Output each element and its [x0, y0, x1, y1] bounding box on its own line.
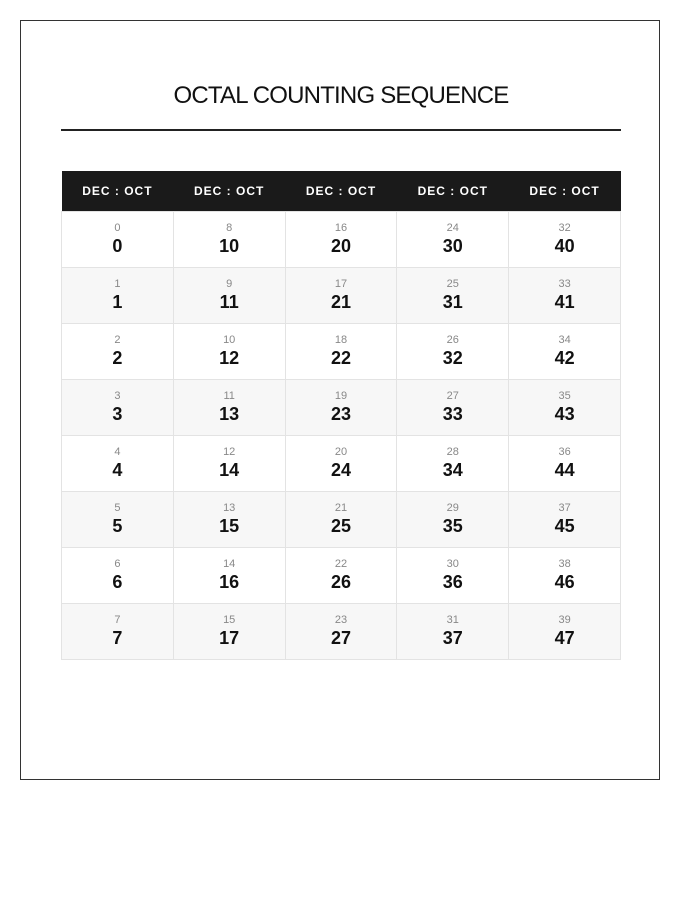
decimal-value: 6: [114, 558, 121, 570]
table-cell: [285, 492, 397, 548]
table-cell: [285, 268, 397, 324]
decimal-value: 29: [446, 502, 459, 514]
table-cell: [509, 436, 621, 492]
octal-value: 31: [442, 292, 463, 312]
octal-value: 23: [330, 404, 351, 424]
decimal-value: 15: [223, 614, 236, 626]
table-cell: [173, 436, 285, 492]
octal-value: 2: [112, 348, 123, 368]
table-row: [62, 212, 621, 268]
header-row: [62, 171, 621, 212]
decimal-value: 36: [558, 446, 571, 458]
table-row: [62, 492, 621, 548]
table-cell: [173, 604, 285, 660]
decimal-value: 12: [223, 446, 236, 458]
decimal-value: 24: [446, 222, 459, 234]
table-cell: [62, 548, 174, 604]
octal-value: 6: [112, 572, 123, 592]
column-header: DEC : OCT: [62, 171, 174, 212]
octal-value: 26: [330, 572, 351, 592]
decimal-value: 23: [334, 614, 348, 626]
column-header: DEC : OCT: [397, 171, 509, 212]
table-cell: [509, 380, 621, 436]
table-cell: [62, 212, 174, 268]
table-cell: [62, 324, 174, 380]
octal-value: 20: [330, 236, 351, 256]
octal-value: 10: [219, 236, 240, 256]
decimal-value: 19: [334, 390, 348, 402]
table-row: [62, 268, 621, 324]
octal-value: 14: [219, 460, 240, 480]
page-title: OCTAL COUNTING SEQUENCE: [173, 82, 509, 109]
decimal-value: 17: [334, 278, 348, 290]
decimal-value: 28: [446, 446, 459, 458]
table-cell: [62, 604, 174, 660]
octal-value: 35: [442, 516, 463, 536]
decimal-value: 37: [558, 502, 571, 514]
decimal-value: 25: [446, 278, 459, 290]
octal-value: 45: [554, 516, 575, 536]
table-cell: [285, 604, 397, 660]
octal-value: 43: [554, 404, 575, 424]
table-cell: [285, 380, 397, 436]
table-cell: [285, 212, 397, 268]
octal-value: 0: [112, 236, 123, 256]
octal-table: [61, 171, 621, 660]
decimal-value: 33: [558, 278, 571, 290]
octal-value: 22: [330, 348, 351, 368]
decimal-value: 3: [114, 390, 121, 402]
decimal-value: 8: [226, 222, 233, 234]
decimal-value: 7: [114, 614, 121, 626]
decimal-value: 27: [446, 390, 459, 402]
table-cell: [173, 380, 285, 436]
decimal-value: 18: [334, 334, 348, 346]
decimal-value: 10: [223, 334, 236, 346]
table-cell: [173, 268, 285, 324]
table-row: [62, 324, 621, 380]
octal-value: 5: [112, 516, 123, 536]
decimal-value: 38: [558, 558, 571, 570]
table-cell: [397, 212, 509, 268]
table-cell: [285, 436, 397, 492]
column-header: DEC : OCT: [173, 171, 285, 212]
table-cell: [397, 268, 509, 324]
octal-value: 47: [554, 628, 575, 648]
column-header: DEC : OCT: [509, 171, 621, 212]
table-cell: [397, 324, 509, 380]
octal-value: 7: [112, 628, 123, 648]
table-row: [62, 604, 621, 660]
table-cell: [509, 212, 621, 268]
title-divider: [61, 129, 621, 131]
table-header: [62, 171, 621, 212]
table-cell: [509, 604, 621, 660]
octal-value: 32: [442, 348, 463, 368]
octal-value: 12: [219, 348, 240, 368]
column-header: DEC : OCT: [285, 171, 397, 212]
octal-value: 25: [330, 516, 351, 536]
decimal-value: 32: [558, 222, 571, 234]
decimal-value: 26: [446, 334, 459, 346]
decimal-value: 35: [558, 390, 571, 402]
decimal-value: 13: [223, 502, 236, 514]
table-cell: [397, 436, 509, 492]
octal-value: 37: [442, 628, 463, 648]
octal-value: 15: [219, 516, 240, 536]
table-cell: [285, 324, 397, 380]
table-cell: [173, 492, 285, 548]
table-cell: [173, 324, 285, 380]
decimal-value: 16: [334, 222, 348, 234]
octal-value: 27: [330, 628, 351, 648]
table-cell: [62, 492, 174, 548]
table-cell: [173, 548, 285, 604]
decimal-value: 31: [446, 614, 459, 626]
table-cell: [62, 268, 174, 324]
table-cell: [509, 324, 621, 380]
octal-value: 13: [219, 404, 240, 424]
table-body: [62, 212, 621, 660]
octal-value: 11: [219, 292, 239, 312]
table-cell: [397, 548, 509, 604]
octal-value: 16: [219, 572, 240, 592]
table-cell: [397, 380, 509, 436]
octal-value: 46: [554, 572, 575, 592]
decimal-value: 34: [558, 334, 571, 346]
decimal-value: 2: [114, 334, 121, 346]
decimal-value: 5: [114, 502, 121, 514]
decimal-value: 4: [114, 446, 121, 458]
decimal-value: 1: [114, 278, 121, 290]
document-page: [20, 20, 660, 780]
decimal-value: 14: [223, 558, 236, 570]
octal-value: 3: [112, 404, 123, 424]
decimal-value: 22: [334, 558, 348, 570]
decimal-value: 21: [334, 502, 348, 514]
table-row: [62, 548, 621, 604]
decimal-value: 0: [114, 222, 121, 234]
octal-value: 30: [442, 236, 463, 256]
octal-value: 24: [330, 460, 351, 480]
table-cell: [62, 436, 174, 492]
octal-value: 17: [219, 628, 240, 648]
table-cell: [509, 492, 621, 548]
decimal-value: 30: [446, 558, 459, 570]
octal-value: 44: [554, 460, 575, 480]
octal-value: 34: [442, 460, 463, 480]
octal-value: 33: [442, 404, 463, 424]
table-cell: [397, 492, 509, 548]
octal-value: 42: [554, 348, 575, 368]
table-cell: [509, 268, 621, 324]
decimal-value: 20: [334, 446, 348, 458]
octal-value: 21: [330, 292, 351, 312]
decimal-value: 39: [558, 614, 571, 626]
decimal-value: 9: [226, 278, 233, 290]
table-cell: [62, 380, 174, 436]
octal-value: 41: [554, 292, 575, 312]
table-row: [62, 380, 621, 436]
octal-value: 4: [112, 460, 123, 480]
table-cell: [173, 212, 285, 268]
table-row: [62, 436, 621, 492]
table-cell: [509, 548, 621, 604]
octal-value: 36: [442, 572, 463, 592]
octal-value: 1: [112, 292, 123, 312]
octal-value: 40: [554, 236, 575, 256]
decimal-value: 11: [223, 390, 235, 402]
table-cell: [397, 604, 509, 660]
table-cell: [285, 548, 397, 604]
